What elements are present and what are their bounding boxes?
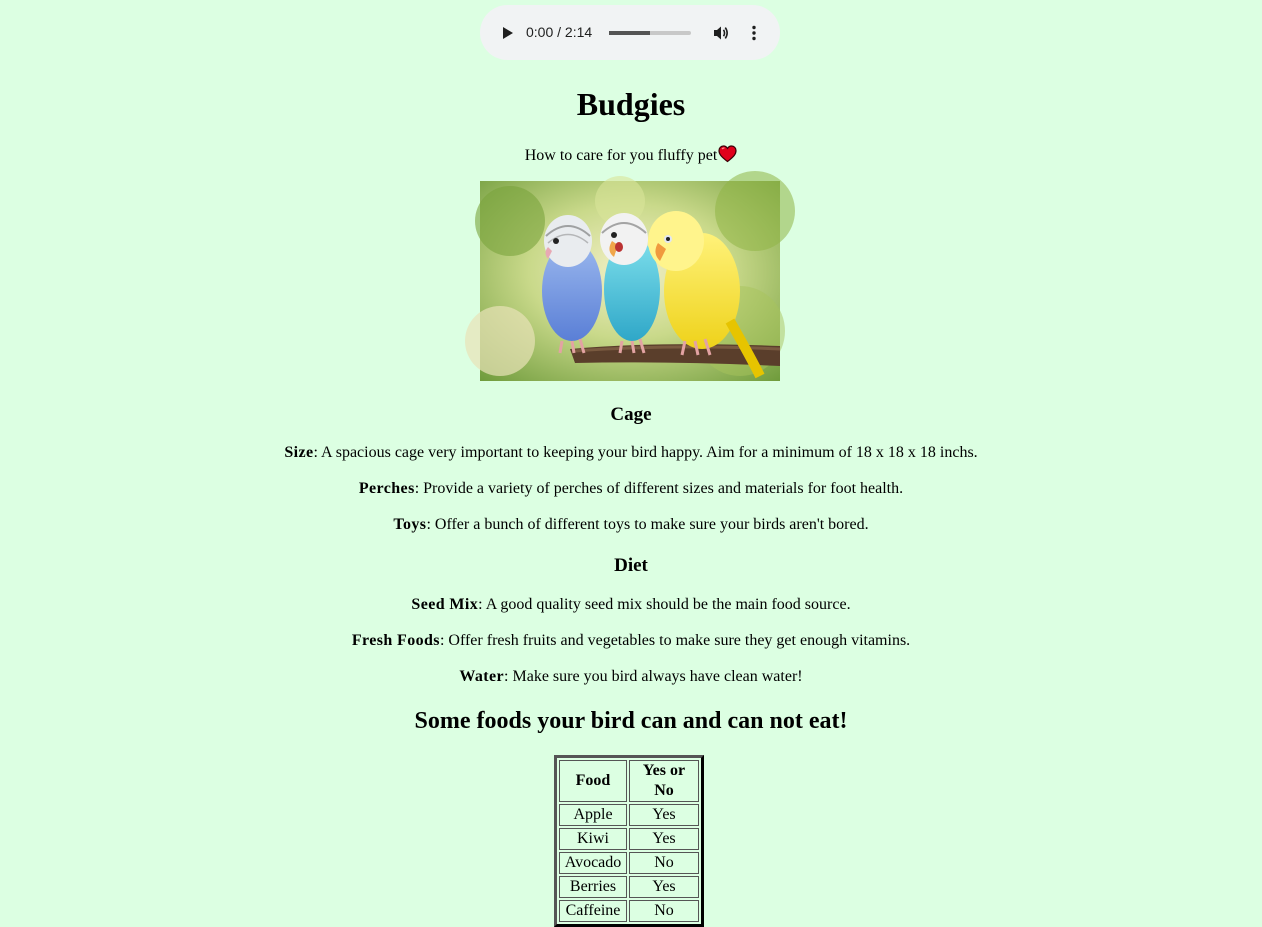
answer-cell: No bbox=[629, 852, 699, 874]
cage-item-term: Toys bbox=[393, 516, 427, 533]
table-row bbox=[559, 900, 699, 922]
table-row bbox=[559, 852, 699, 874]
cage-item-term: Size bbox=[284, 444, 314, 461]
subtitle-text: How to care for you fluffy pet bbox=[524, 147, 718, 164]
diet-item-term: Fresh Foods bbox=[351, 632, 440, 649]
cage-item-term: Perches bbox=[358, 480, 415, 497]
diet-item-fresh-foods bbox=[0, 631, 1262, 651]
answer-cell: Yes bbox=[629, 828, 699, 850]
diet-item-term: Seed Mix bbox=[411, 596, 479, 613]
food-table-wrapper bbox=[554, 755, 704, 927]
table-header-row bbox=[559, 760, 699, 802]
more-vert-icon[interactable] bbox=[744, 23, 764, 43]
page-subtitle bbox=[0, 145, 1262, 167]
volume-icon[interactable] bbox=[711, 23, 731, 43]
answer-cell: Yes bbox=[629, 804, 699, 826]
cage-item-perches bbox=[0, 479, 1262, 499]
budgies-image bbox=[480, 181, 780, 381]
answer-cell: No bbox=[629, 900, 699, 922]
column-header-yes-or-no: Yes or No bbox=[629, 760, 699, 802]
diet-item-seed-mix bbox=[0, 595, 1262, 615]
diet-heading: Diet bbox=[614, 555, 648, 576]
diet-item-text: : Offer fresh fruits and vegetables to make sure they get enough vitamins. bbox=[439, 632, 911, 649]
cage-item-text: : Offer a bunch of different toys to make sure your birds aren't bored. bbox=[426, 516, 869, 533]
food-cell: Berries bbox=[559, 876, 627, 898]
food-cell: Apple bbox=[559, 804, 627, 826]
cage-item-text: : Provide a variety of perches of different sizes and materials for foot health. bbox=[414, 480, 904, 497]
cage-item-toys bbox=[0, 515, 1262, 535]
diet-item-water bbox=[0, 667, 1262, 687]
audio-progress-fill bbox=[609, 31, 650, 35]
food-cell: Avocado bbox=[559, 852, 627, 874]
cage-item-text: : A spacious cage very important to keeping your bird happy. Aim for a minimum of 18 x 18 x 18 inchs. bbox=[313, 444, 978, 461]
heart-icon bbox=[718, 145, 737, 163]
audio-player[interactable] bbox=[480, 5, 780, 60]
answer-cell: Yes bbox=[629, 876, 699, 898]
audio-time-display: 0:00 / 2:14 bbox=[526, 24, 593, 40]
cage-item-size bbox=[0, 443, 1262, 463]
column-header-food: Food bbox=[559, 760, 627, 802]
foods-heading: Some foods your bird can and can not eat! bbox=[414, 708, 848, 734]
table-row bbox=[559, 876, 699, 898]
diet-item-text: : A good quality seed mix should be the main food source. bbox=[478, 596, 851, 613]
food-cell: Kiwi bbox=[559, 828, 627, 850]
food-cell: Caffeine bbox=[559, 900, 627, 922]
cage-heading: Cage bbox=[610, 404, 652, 425]
page-title: Budgies bbox=[576, 86, 686, 122]
diet-item-text: : Make sure you bird always have clean water! bbox=[504, 668, 803, 685]
table-row bbox=[559, 828, 699, 850]
diet-item-term: Water bbox=[459, 668, 505, 685]
play-icon[interactable] bbox=[497, 23, 517, 43]
audio-progress-slider[interactable] bbox=[609, 31, 691, 35]
table-row bbox=[559, 804, 699, 826]
food-table bbox=[554, 755, 704, 927]
